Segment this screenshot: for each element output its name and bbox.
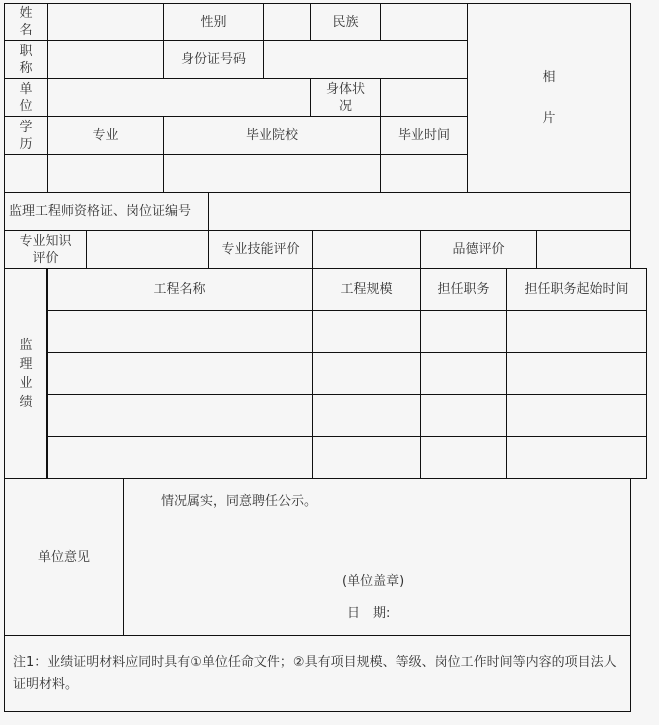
- knowledge-eval-label: 专业知识评价: [4, 230, 87, 269]
- row2-position[interactable]: [420, 352, 507, 395]
- unit-field[interactable]: [47, 78, 311, 117]
- note-text: 注1：业绩证明材料应同时具有①单位任命文件；②具有项目规模、等级、岗位工作时间等内容的项目法人证明材料。: [13, 654, 617, 692]
- education-label: 学历: [4, 116, 48, 193]
- ethnicity-label: 民族: [310, 3, 381, 41]
- row1-start-time[interactable]: [506, 310, 647, 353]
- opinion-text: 情况属实，同意聘任公示。: [161, 494, 318, 509]
- opinion-label: 单位意见: [4, 478, 124, 636]
- gender-field[interactable]: [263, 3, 311, 41]
- note-box: [4, 635, 631, 712]
- row1-project-scale[interactable]: [312, 310, 421, 353]
- grad-time-field[interactable]: [380, 154, 468, 193]
- row1-project-name[interactable]: [46, 310, 313, 353]
- row1-position[interactable]: [420, 310, 507, 353]
- school-label: 毕业院校: [163, 116, 381, 155]
- id-number-field[interactable]: [263, 40, 468, 79]
- cert-label: 监理工程师资格证、岗位证编号: [4, 192, 209, 231]
- major-label: 专业: [47, 116, 164, 155]
- photo-area[interactable]: [467, 3, 631, 193]
- school-field[interactable]: [163, 154, 381, 193]
- cert-field[interactable]: [208, 192, 631, 231]
- health-label: 身体状况: [310, 78, 381, 117]
- col-project-scale: 工程规模: [312, 268, 421, 311]
- col-position: 担任职务: [420, 268, 507, 311]
- health-field[interactable]: [380, 78, 468, 117]
- row3-project-scale[interactable]: [312, 394, 421, 437]
- date-label: 日 期:: [347, 606, 391, 621]
- row4-position[interactable]: [420, 436, 507, 479]
- name-label: 姓名: [4, 3, 48, 41]
- gender-label: 性别: [163, 3, 264, 41]
- title-field[interactable]: [47, 40, 164, 79]
- ethnicity-field[interactable]: [380, 3, 468, 41]
- stamp-label: (单位盖章): [342, 574, 405, 589]
- col-start-time: 担任职务起始时间: [506, 268, 647, 311]
- unit-label: 单位: [4, 78, 48, 117]
- photo-label-1: 相: [542, 70, 556, 85]
- title-label: 职称: [4, 40, 48, 79]
- row2-project-scale[interactable]: [312, 352, 421, 395]
- education-extra-cell: [4, 154, 48, 193]
- name-field[interactable]: [47, 3, 164, 41]
- moral-eval-label: 品德评价: [420, 230, 537, 269]
- moral-eval-field[interactable]: [536, 230, 631, 269]
- knowledge-eval-field[interactable]: [86, 230, 209, 269]
- row2-start-time[interactable]: [506, 352, 647, 395]
- row3-position[interactable]: [420, 394, 507, 437]
- id-number-label: 身份证号码: [163, 40, 264, 79]
- grad-time-label: 毕业时间: [380, 116, 468, 155]
- row2-project-name[interactable]: [46, 352, 313, 395]
- photo-label-2: 片: [542, 111, 556, 126]
- row3-start-time[interactable]: [506, 394, 647, 437]
- row4-start-time[interactable]: [506, 436, 647, 479]
- col-project-name: 工程名称: [46, 268, 313, 311]
- performance-label: 监理业绩: [4, 268, 48, 479]
- row4-project-scale[interactable]: [312, 436, 421, 479]
- row3-project-name[interactable]: [46, 394, 313, 437]
- opinion-box[interactable]: [123, 478, 631, 636]
- row4-project-name[interactable]: [46, 436, 313, 479]
- major-field[interactable]: [47, 154, 164, 193]
- skill-eval-field[interactable]: [312, 230, 421, 269]
- skill-eval-label: 专业技能评价: [208, 230, 313, 269]
